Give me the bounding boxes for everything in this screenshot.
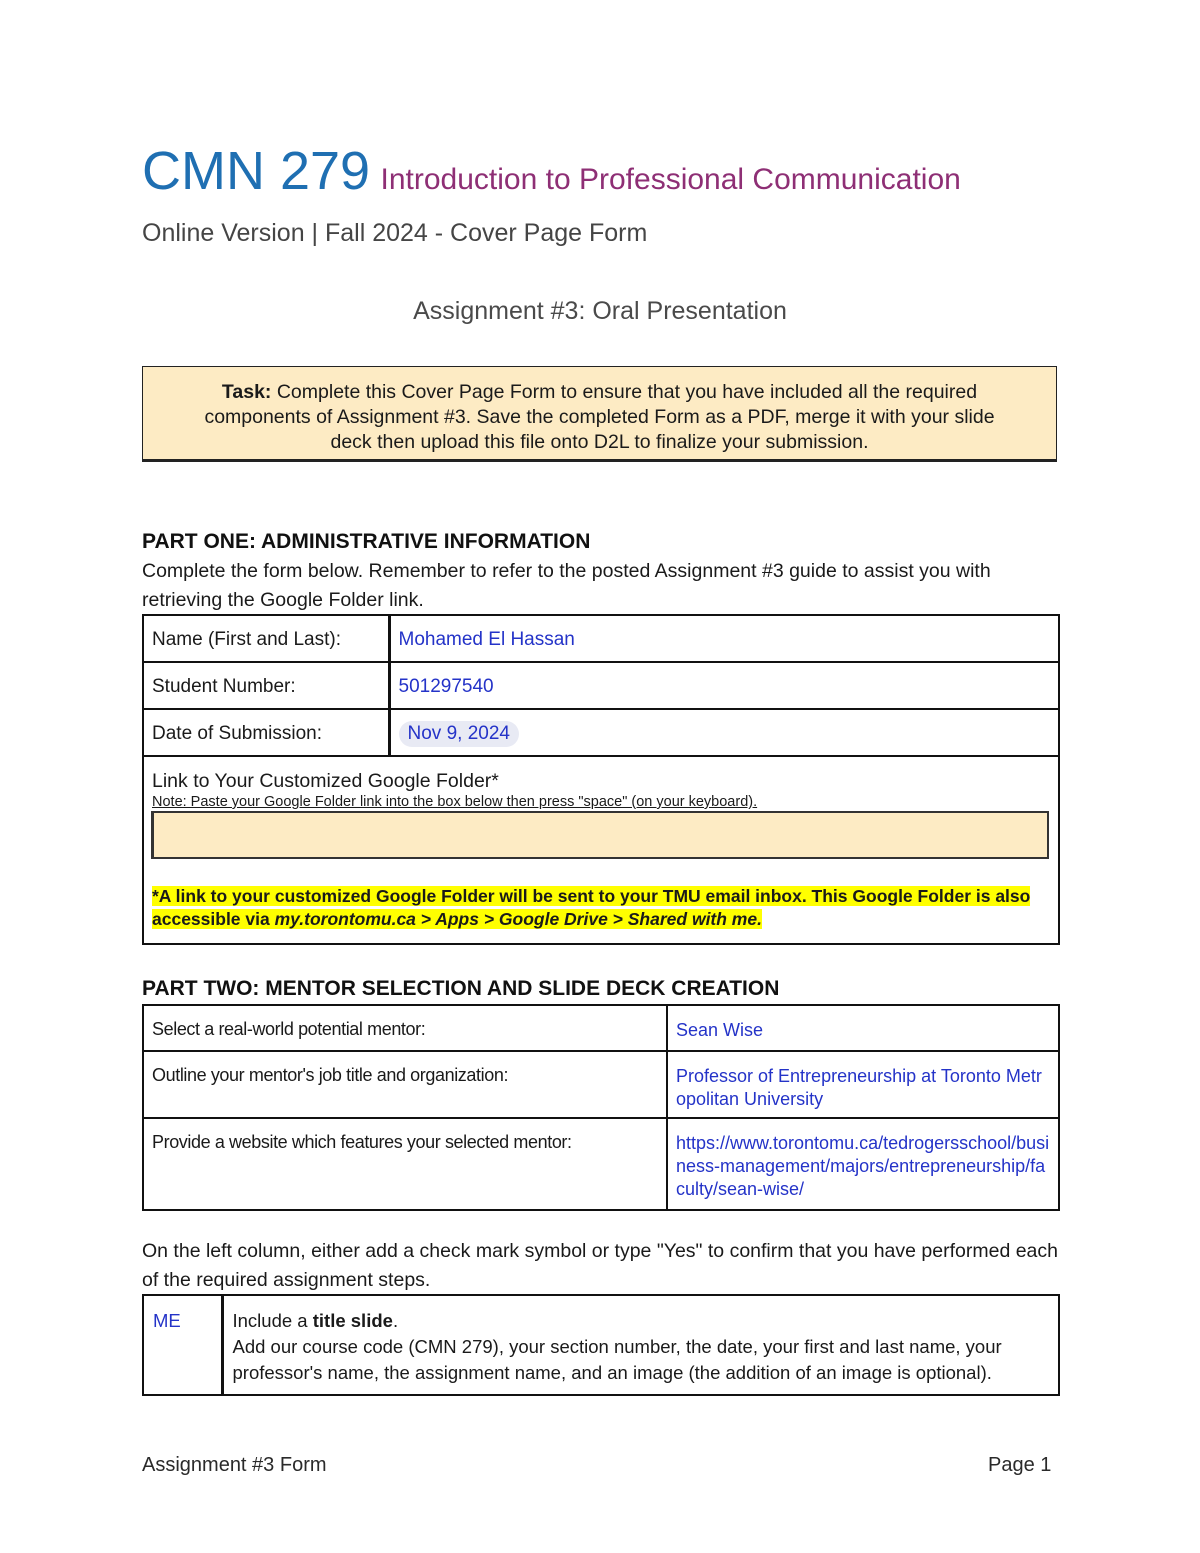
- checklist-item-prefix: Include a: [232, 1310, 313, 1331]
- submission-date-cell: [389, 709, 1059, 756]
- table-row: [143, 1295, 1059, 1395]
- student-number-label: Student Number:: [143, 662, 389, 709]
- part-two-heading: PART TWO: MENTOR SELECTION AND SLIDE DECK CREATION: [142, 977, 780, 1000]
- mentor-name-label: Select a real-world potential mentor:: [143, 1005, 667, 1051]
- page-subtitle: Online Version | Fall 2024 - Cover Page Form: [142, 219, 648, 247]
- checklist-instructions: On the left column, either add a check mark symbol or type "Yes" to confirm that you have performed each of the required assignment steps.: [142, 1240, 1058, 1291]
- mentor-website-link[interactable]: https://www.torontomu.ca/tedrogersschool/business-management/majors/entrepreneurship/faculty/sean-wise/: [667, 1118, 1059, 1210]
- table-row: [143, 756, 1059, 944]
- table-row: [143, 709, 1059, 756]
- part-one-instructions: Complete the form below. Remember to refer to the posted Assignment #3 guide to assist you with retrieving the Google Folder link.: [142, 560, 991, 611]
- part-one-heading: PART ONE: ADMINISTRATIVE INFORMATION: [142, 530, 591, 553]
- checklist-item-detail: Add our course code (CMN 279), your section number, the date, your first and last name, your professor's name, the assignment name, and an image (the addition of an image is optional).: [232, 1336, 1002, 1383]
- checklist-item-suffix: .: [392, 1310, 399, 1331]
- google-folder-cell: [143, 756, 1059, 944]
- course-name: Introduction to Professional Communication: [380, 163, 961, 196]
- checklist-item-bold: title slide: [312, 1310, 393, 1331]
- checklist-table: [142, 1294, 1060, 1396]
- footnote-path: my.torontomu.ca > Apps > Google Drive > Shared with me.: [274, 909, 762, 929]
- task-box: [142, 366, 1057, 462]
- mentor-table: [142, 1004, 1060, 1211]
- table-row: [143, 1118, 1059, 1210]
- mentor-title-label: Outline your mentor's job title and organization:: [143, 1051, 667, 1118]
- table-row: [143, 662, 1059, 709]
- mentor-website-label: Provide a website which features your selected mentor:: [143, 1118, 667, 1210]
- page-header: [142, 140, 961, 202]
- mentor-title-field[interactable]: Professor of Entrepreneurship at Toronto Metropolitan University: [667, 1051, 1059, 1118]
- page-number: Page 1: [988, 1454, 1052, 1476]
- checklist-check-field[interactable]: ME: [143, 1295, 222, 1395]
- footnote-text: *A link to your customized Google Folder will be sent to your TMU email inbox. This Google Folder is also accessible via: [152, 886, 1031, 929]
- assignment-title: Assignment #3: Oral Presentation: [413, 297, 787, 325]
- table-row: [143, 1005, 1059, 1051]
- task-label: Task:: [221, 381, 272, 403]
- google-folder-label: Link to Your Customized Google Folder*: [152, 770, 499, 792]
- google-folder-link-input[interactable]: [151, 811, 1049, 859]
- submission-date-label: Date of Submission:: [143, 709, 389, 756]
- admin-info-table: [142, 614, 1060, 945]
- google-folder-footnote: [152, 885, 1050, 931]
- table-row: [143, 615, 1059, 662]
- name-label: Name (First and Last):: [143, 615, 389, 662]
- footer-form-name: Assignment #3 Form: [142, 1454, 327, 1476]
- mentor-name-field[interactable]: Sean Wise: [667, 1005, 1059, 1051]
- course-code: CMN 279: [142, 141, 371, 201]
- table-row: [143, 1051, 1059, 1118]
- name-field[interactable]: Mohamed El Hassan: [389, 615, 1059, 662]
- student-number-field[interactable]: 501297540: [389, 662, 1059, 709]
- checklist-item: [222, 1295, 1059, 1395]
- date-chip[interactable]: Nov 9, 2024: [399, 721, 519, 747]
- google-folder-note: Note: Paste your Google Folder link into the box below then press "space" (on your keyboard).: [152, 794, 758, 810]
- task-text: Complete this Cover Page Form to ensure that you have included all the required components of Assignment #3. Save the completed Form as a PDF, merge it with your slide deck then upload this file onto D2L to finalize your submission.: [204, 381, 995, 453]
